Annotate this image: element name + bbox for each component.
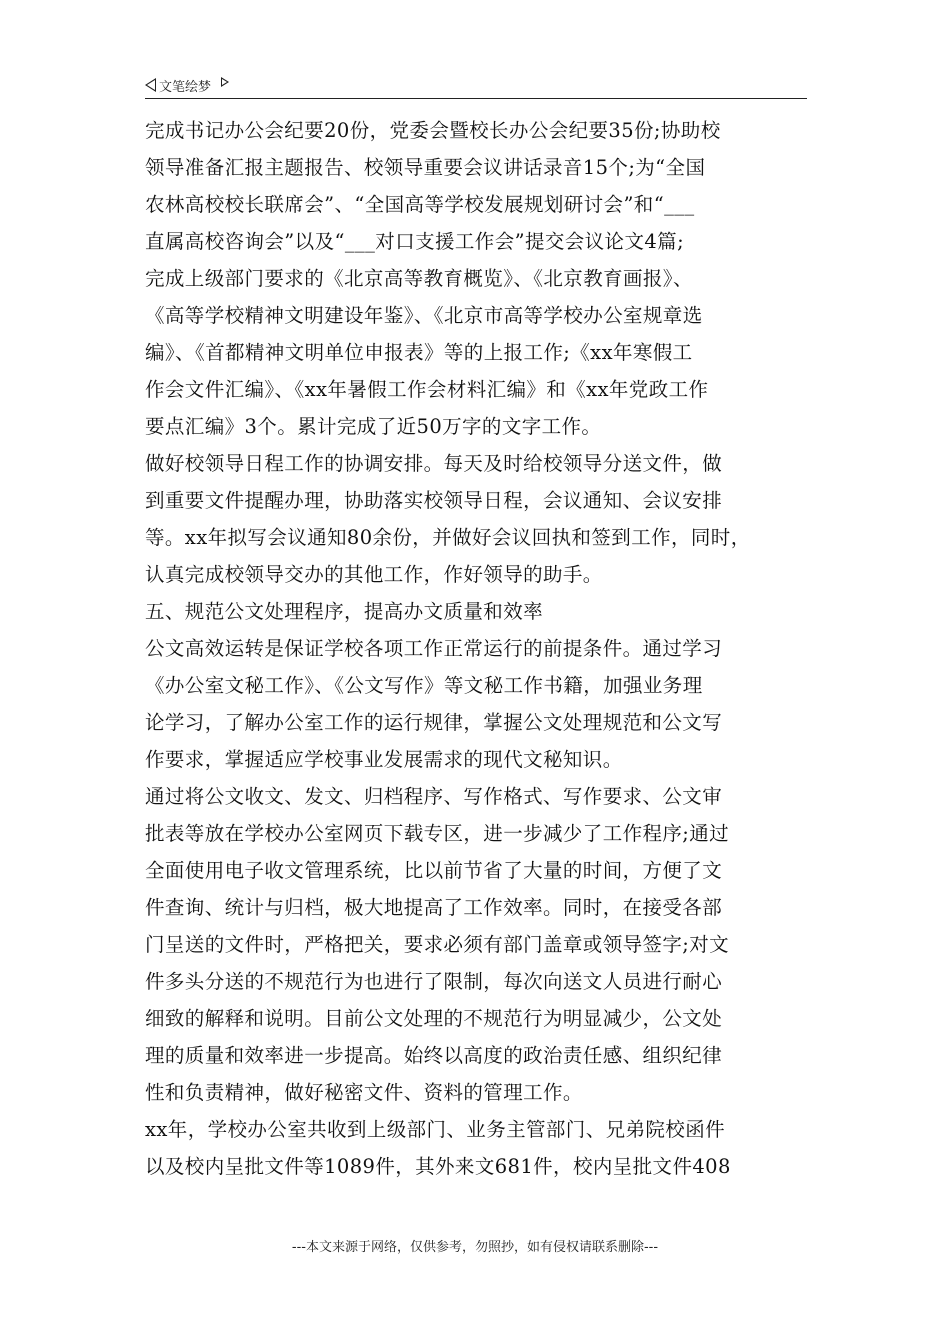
text-line: 细致的解释和说明。目前公文处理的不规范行为明显减少，公文处 (145, 1007, 723, 1030)
text-line: 农林高校校长联席会”、“全国高等学校发展规划研讨会”和“___ (145, 193, 695, 216)
text-line: 作要求，掌握适应学校事业发展需求的现代文秘知识。 (145, 748, 623, 771)
text-line: 认真完成校领导交办的其他工作，作好领导的助手。 (145, 563, 603, 586)
text-line: 完成书记办公会纪要20份，党委会暨校长办公会纪要35份;协助校 (145, 119, 721, 142)
header-brand: 文笔绘梦 (159, 79, 212, 95)
text-line: 件查询、统计与归档，极大地提高了工作效率。同时，在接受各部 (145, 896, 723, 919)
text-line: 直属高校咨询会”以及“___对口支援工作会”提交会议论文4篇; (145, 230, 685, 253)
text-line: 领导准备汇报主题报告、校领导重要会议讲话录音15个;为“全国 (145, 156, 706, 179)
page-header (145, 74, 807, 99)
text-line: 完成上级部门要求的《北京高等教育概览》、《北京教育画报》、 (145, 267, 693, 290)
text-line: 五、规范公文处理程序，提高办文质量和效率 (145, 600, 544, 623)
text-line: 门呈送的文件时，严格把关，要求必须有部门盖章或领导签字;对文 (145, 933, 730, 956)
text-line: 作会文件汇编》、《xx年暑假工作会材料汇编》和《xx年党政工作 (145, 378, 709, 401)
text-line: 全面使用电子收文管理系统，比以前节省了大量的时间，方便了文 (145, 859, 723, 882)
text-line: 论学习，了解办公室工作的运行规律，掌握公文处理规范和公文写 (145, 711, 723, 734)
triangle-right-icon (221, 77, 229, 87)
text-line: 要点汇编》3个。累计完成了近50万字的文字工作。 (145, 415, 602, 438)
text-line: 通过将公文收文、发文、归档程序、写作格式、写作要求、公文审 (145, 785, 723, 808)
footer-notice: ---本文来源于网络，仅供参考，勿照抄，如有侵权请联系删除--- (291, 1240, 659, 1255)
text-line: 《办公室文秘工作》、《公文写作》等文秘工作书籍，加强业务理 (145, 674, 703, 697)
text-line: 编》、《首都精神文明单位申报表》等的上报工作;《xx年寒假工 (145, 341, 693, 364)
text-line: 等。xx年拟写会议通知80余份，并做好会议回执和签到工作，同时， (145, 526, 751, 549)
text-line: 批表等放在学校办公室网页下载专区，进一步减少了工作程序;通过 (145, 822, 730, 845)
text-line: 件多头分送的不规范行为也进行了限制，每次向送文人员进行耐心 (145, 970, 723, 993)
text-line: 以及校内呈批文件等1089件，其外来文681件，校内呈批文件408 (145, 1155, 731, 1178)
text-line: 《高等学校精神文明建设年鉴》、《北京市高等学校办公室规章选 (145, 304, 703, 327)
text-line: 性和负责精神，做好秘密文件、资料的管理工作。 (145, 1081, 583, 1104)
header-row (145, 74, 807, 96)
text-line: 到重要文件提醒办理，协助落实校领导日程，会议通知、会议安排 (145, 489, 723, 512)
document-body (145, 112, 825, 1185)
text-line: 做好校领导日程工作的协调安排。每天及时给校领导分送文件，做 (145, 452, 723, 475)
text-line: 理的质量和效率进一步提高。始终以高度的政治责任感、组织纪律 (145, 1044, 723, 1067)
triangle-left-icon (145, 78, 156, 92)
text-line: xx年，学校办公室共收到上级部门、业务主管部门、兄弟院校函件 (145, 1118, 725, 1141)
text-line: 公文高效运转是保证学校各项工作正常运行的前提条件。通过学习 (145, 637, 723, 660)
